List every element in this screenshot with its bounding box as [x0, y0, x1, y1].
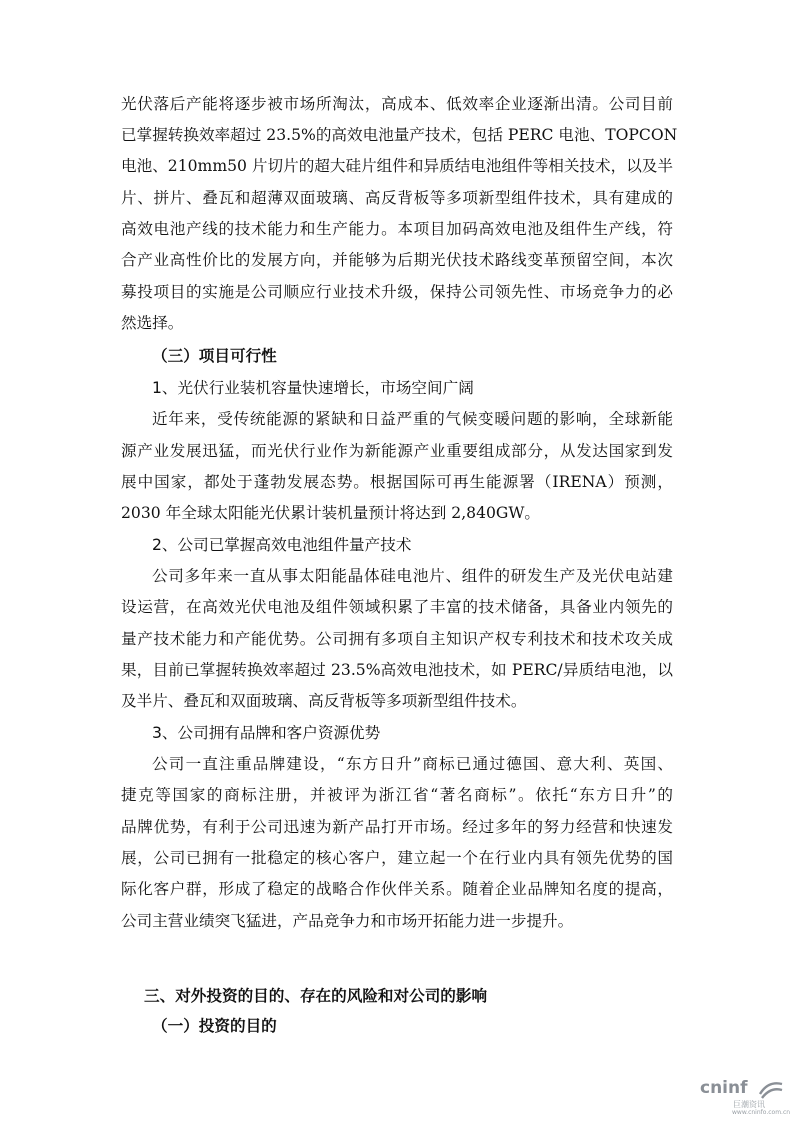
paragraph-line: 合产业高性价比的发展方向，并能够为后期光伏技术路线变革预留空间，本次 — [121, 251, 673, 269]
paragraph-line: 果，目前已掌握转换效率超过 23.5%高效电池技术，如 PERC/异质结电池，以 — [121, 661, 673, 679]
paragraph-line: 近年来，受传统能源的紧缺和日益严重的气候变暖问题的影响，全球新能 — [152, 410, 673, 428]
cninf-watermark — [700, 1078, 790, 1118]
paragraph-line: 展，公司已拥有一批稳定的核心客户，建立起一个在行业内具有领先优势的国 — [121, 849, 673, 867]
paragraph-line: 电池、210mm50 片切片的超大硅片组件和异质结电池组件等相关技术，以及半 — [121, 157, 673, 175]
item-title: 2、公司已掌握高效电池组件量产技术 — [152, 536, 412, 554]
paragraph-line: 片、拼片、叠瓦和超薄双面玻璃、高反背板等多项新型组件技术，具有建成的 — [121, 189, 673, 207]
paragraph-line: 公司一直注重品牌建设，“东方日升”商标已通过德国、意大利、英国、 — [152, 755, 673, 773]
paragraph-line: 募投项目的实施是公司顺应行业技术升级，保持公司领先性、市场竞争力的必 — [121, 283, 673, 301]
paragraph-line: 公司多年来一直从事太阳能晶体硅电池片、组件的研发生产及光伏电站建 — [152, 567, 673, 585]
item-title: 3、公司拥有品牌和客户资源优势 — [152, 724, 381, 742]
subsection-heading: （三）项目可行性 — [152, 347, 277, 365]
paragraph-line: 展中国家，都处于蓬勃发展态势。根据国际可再生能源署（IRENA）预测， — [121, 473, 673, 491]
paragraph-line: 高效电池产线的技术能力和生产能力。本项目加码高效电池及组件生产线，符 — [121, 220, 673, 238]
paragraph-line: 然选择。 — [121, 314, 184, 332]
paragraph-line: 设运营，在高效光伏电池及组件领域积累了丰富的技术储备，具备业内领先的 — [121, 598, 673, 616]
item-title: 1、光伏行业装机容量快速增长，市场空间广阔 — [152, 379, 474, 397]
paragraph-line: 量产技术能力和产能优势。公司拥有多项自主知识产权专利技术和技术攻关成 — [121, 630, 673, 648]
watermark-sub: 巨潮资讯 — [733, 1100, 765, 1109]
paragraph-line: 公司主营业绩突飞猛进，产品竞争力和市场开拓能力进一步提升。 — [121, 912, 574, 930]
subsection-heading: （一）投资的目的 — [152, 1017, 277, 1035]
paragraph-line: 际化客户群，形成了稳定的战略合作伙伴关系。随着企业品牌知名度的提高， — [121, 880, 673, 898]
paragraph-line: 2030 年全球太阳能光伏累计装机量预计将达到 2,840GW。 — [121, 504, 541, 522]
paragraph-line: 品牌优势，有利于公司迅速为新产品打开市场。经过多年的努力经营和快速发 — [121, 818, 673, 836]
cninf-logo-icon — [758, 1080, 784, 1100]
paragraph-line: 及半片、叠瓦和双面玻璃、高反背板等多项新型组件技术。 — [121, 692, 527, 710]
paragraph-line: 捷克等国家的商标注册，并被评为浙江省“著名商标”。依托“东方日升”的 — [121, 786, 673, 804]
paragraph-line: 源产业发展迅猛，而光伏行业作为新能源产业重要组成部分，从发达国家到发 — [121, 442, 673, 460]
watermark-url: www.cninfo.com.cn — [732, 1109, 791, 1116]
watermark-brand: cninf — [700, 1078, 748, 1098]
section-heading: 三、对外投资的目的、存在的风险和对公司的影响 — [144, 987, 488, 1005]
paragraph-line: 已掌握转换效率超过 23.5%的高效电池量产技术，包括 PERC 电池、TOPCON — [121, 126, 678, 144]
paragraph-line: 光伏落后产能将逐步被市场所淘汰，高成本、低效率企业逐渐出清。公司目前 — [121, 95, 673, 113]
